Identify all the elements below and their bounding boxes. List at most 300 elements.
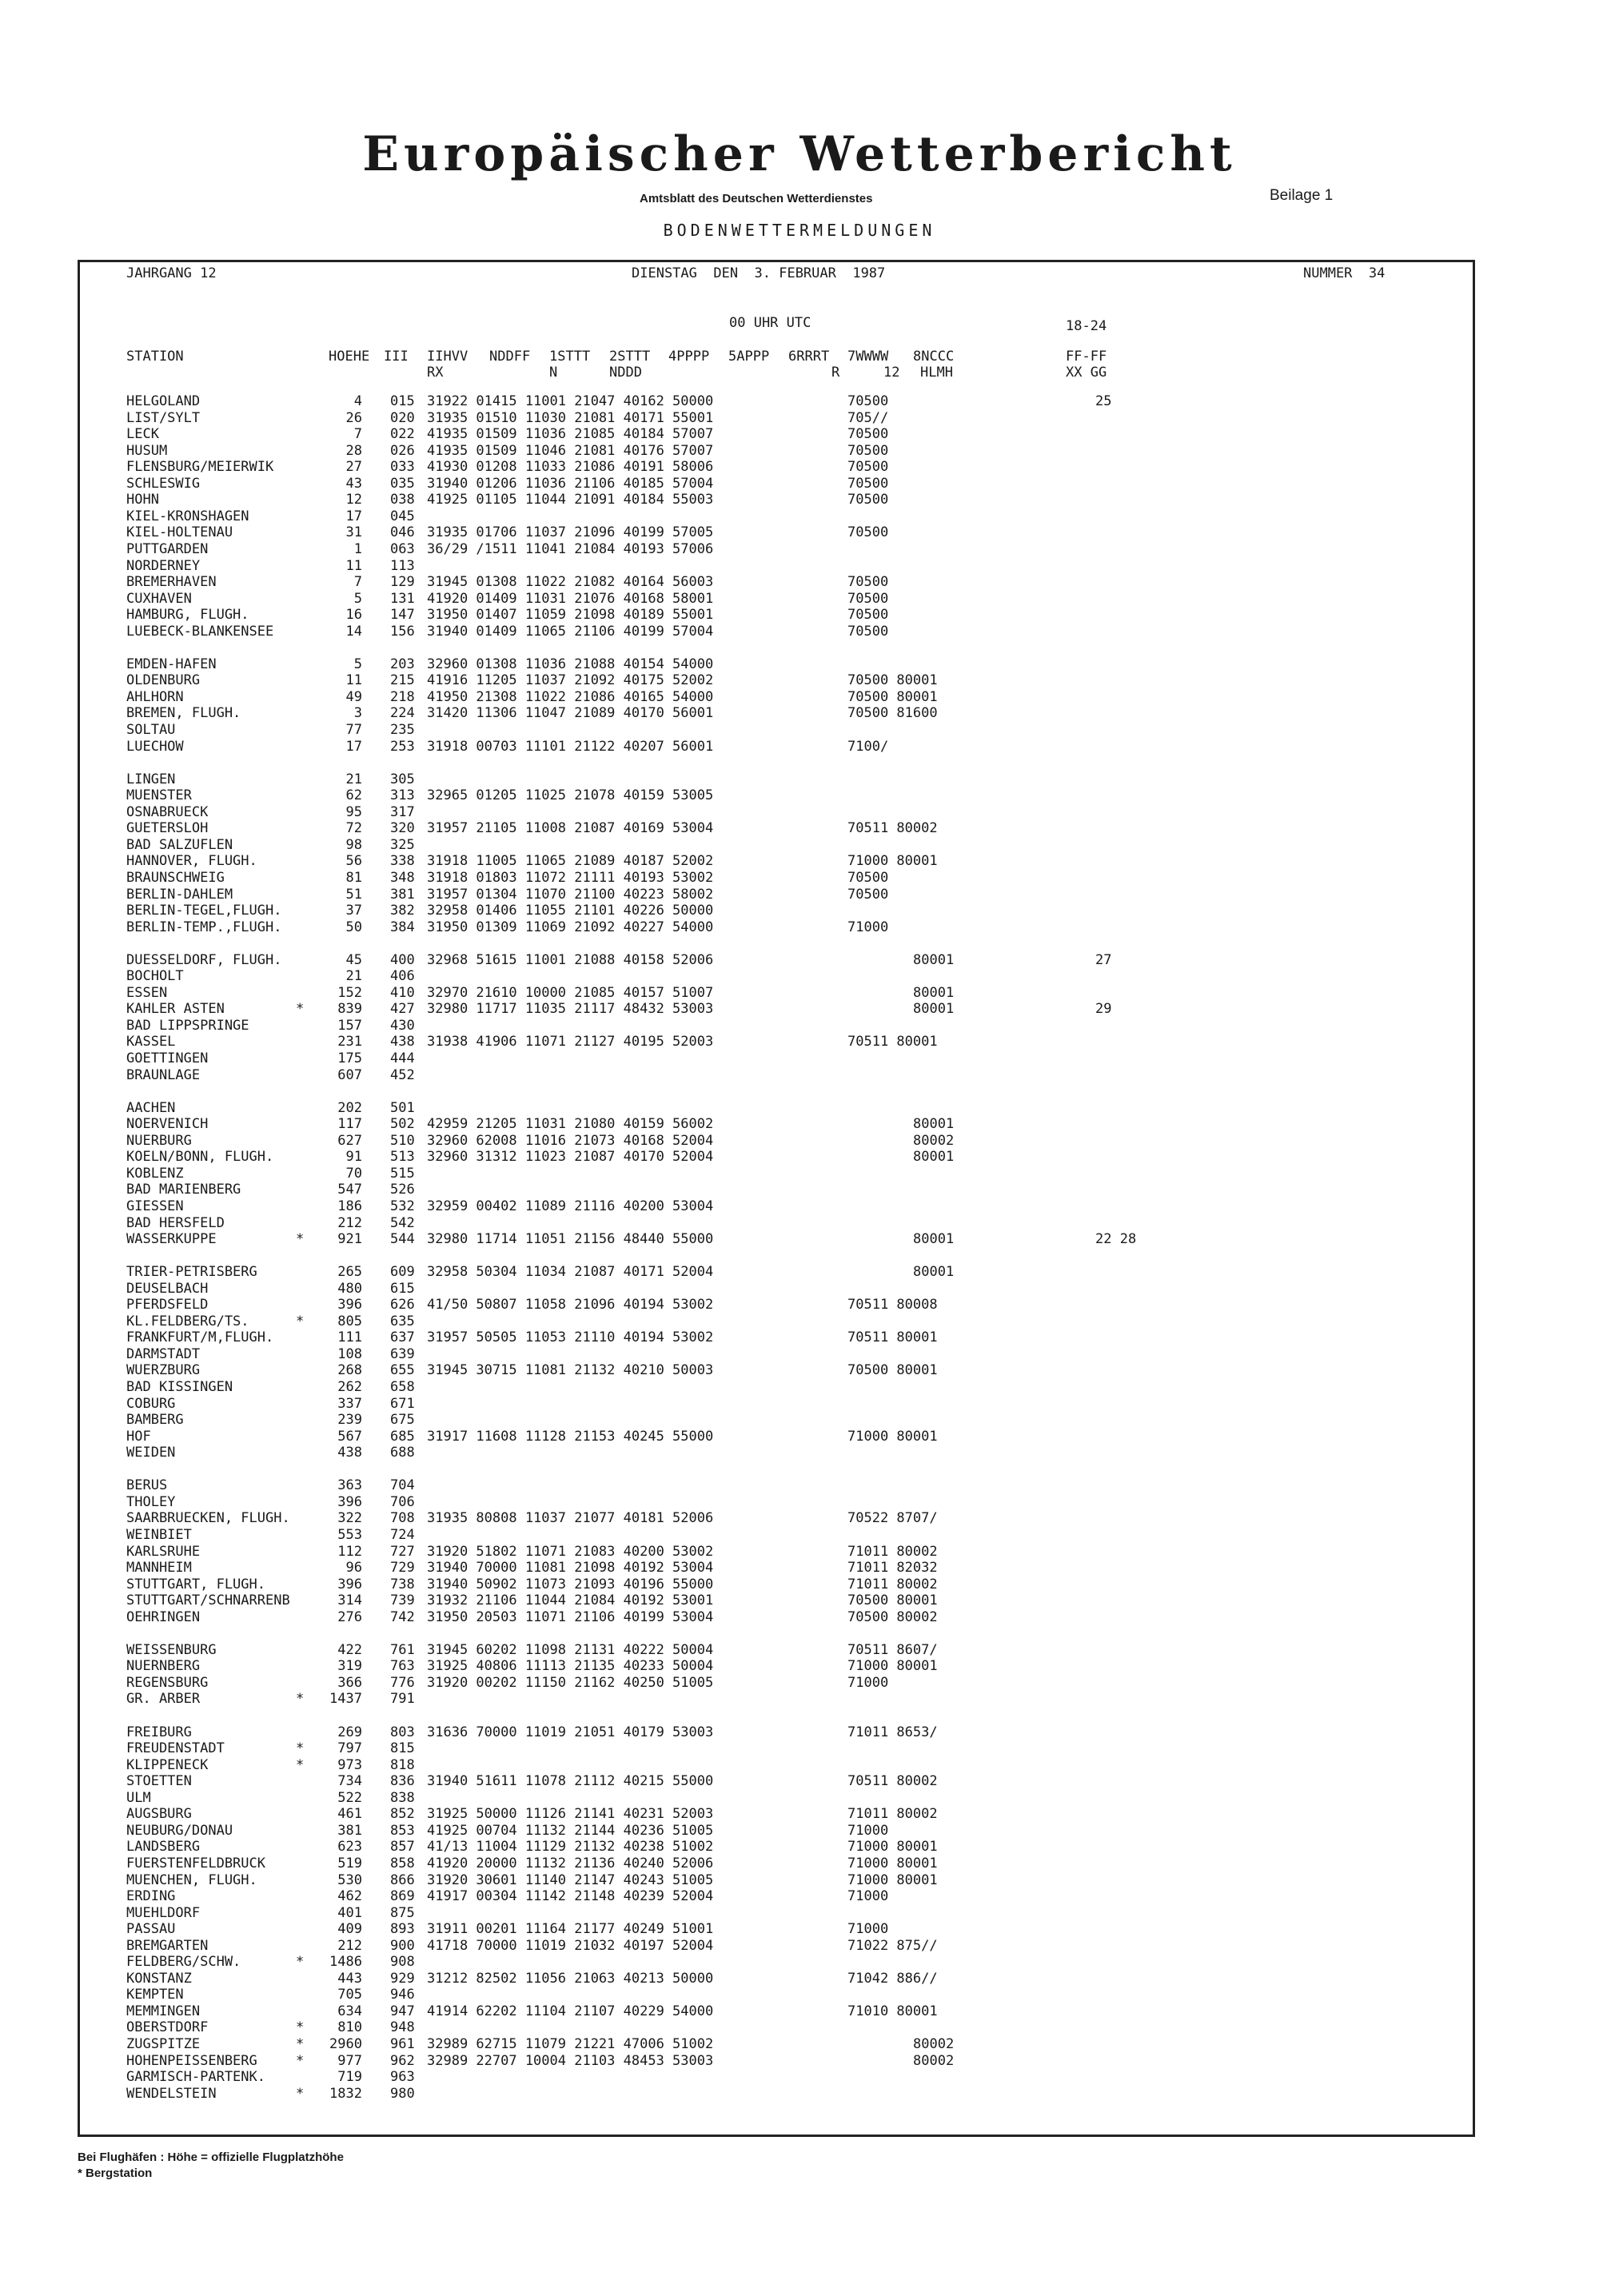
station-height: 231 [337, 1034, 362, 1050]
station-groups-extra: 70500 [847, 426, 889, 443]
station-groups: 31950 20503 11071 21106 40199 53004 [427, 1608, 714, 1625]
station-name: SAARBRUECKEN, FLUGH. [126, 1510, 290, 1527]
station-height: 262 [337, 1379, 362, 1395]
station-groups: 32989 22707 10004 21103 48453 53003 [427, 2052, 714, 2069]
station-height: 50 [345, 919, 362, 935]
station-groups: 31918 11005 11065 21089 40187 52002 [427, 853, 714, 870]
station-height: 26 [345, 409, 362, 426]
station-groups: 31920 30601 11140 21147 40243 51005 [427, 1871, 714, 1888]
station-groups-extra: 70500 [847, 524, 889, 541]
station-name: HOHN [126, 492, 159, 508]
station-groups-extra: 71042 886// [847, 1970, 938, 1987]
station-groups: 41950 21308 11022 21086 40165 54000 [427, 688, 714, 705]
station-height: 11 [345, 557, 362, 574]
station-groups: 31945 01308 11022 21082 40164 56003 [427, 574, 714, 591]
station-height: 734 [337, 1773, 362, 1790]
station-groups-extra: 70500 [847, 886, 889, 903]
station-groups-extra: 70500 80001 [847, 672, 938, 689]
station-name: OEHRINGEN [126, 1608, 201, 1625]
station-groups: 36/29 /1511 11041 21084 40193 57006 [427, 540, 714, 557]
mountain-marker: * [296, 1001, 305, 1018]
mountain-marker: * [296, 2052, 305, 2069]
station-name: FLENSBURG/MEIERWIK [126, 459, 274, 476]
column-nddff: NDDFF [489, 349, 531, 365]
station-name: KOELN/BONN, FLUGH. [126, 1149, 274, 1166]
station-groups-extra: 71000 [847, 919, 889, 935]
station-groups: 41916 11205 11037 21092 40175 52002 [427, 672, 714, 689]
station-height: 186 [337, 1198, 362, 1214]
station-height: 797 [337, 1740, 362, 1757]
mountain-marker: * [296, 1691, 305, 1708]
station-groups-extra: 70500 [847, 607, 889, 624]
station-groups-extra: 71011 80002 [847, 1806, 938, 1823]
station-name: BAD HERSFELD [126, 1214, 225, 1231]
station-groups-extra: 71000 80001 [847, 1428, 938, 1445]
station-groups-extra: 70500 81600 [847, 705, 938, 722]
station-groups-extra: 71000 [847, 1888, 889, 1905]
station-height: 396 [337, 1576, 362, 1592]
station-groups-extra: 71011 80002 [847, 1543, 938, 1560]
station-height: 1486 [329, 1954, 362, 1971]
station-height: 705 [337, 1987, 362, 2003]
station-height: 56 [345, 853, 362, 870]
station-height: 1832 [329, 2085, 362, 2102]
station-groups-extra: 80001 [913, 1264, 955, 1281]
station-height: 268 [337, 1362, 362, 1379]
station-name: AACHEN [126, 1099, 176, 1116]
station-name: BREMERHAVEN [126, 574, 217, 591]
station-groups-extra: 70500 80001 [847, 1362, 938, 1379]
station-height: 4 [353, 393, 362, 409]
station-height: 409 [337, 1921, 362, 1938]
station-groups: 41/50 50807 11058 21096 40194 53002 [427, 1297, 714, 1313]
station-groups: 32958 01406 11055 21101 40226 50000 [427, 903, 714, 919]
station-height: 98 [345, 836, 362, 853]
station-name: BERLIN-DAHLEM [126, 886, 233, 903]
column-6rrrt: 6RRRT [788, 349, 830, 365]
station-name: WEIDEN [126, 1445, 176, 1461]
station-name: GIESSEN [126, 1198, 184, 1214]
station-groups: 41935 01509 11036 21085 40184 57007 [427, 426, 714, 443]
station-groups: 32980 11714 11051 21156 48440 55000 [427, 1231, 714, 1248]
station-height: 363 [337, 1477, 362, 1494]
station-height: 401 [337, 1904, 362, 1921]
station-groups: 31918 00703 11101 21122 40207 56001 [427, 738, 714, 755]
station-groups-extra: 80002 [913, 2052, 955, 2069]
station-name: BREMEN, FLUGH. [126, 705, 241, 722]
station-height: 21 [345, 968, 362, 985]
jahrgang-label: JAHRGANG 12 [126, 265, 217, 281]
station-name: BERUS [126, 1477, 168, 1494]
station-groups-extra: 80001 [913, 1116, 955, 1133]
station-name: HANNOVER, FLUGH. [126, 853, 257, 870]
station-name: BERLIN-TEGEL,FLUGH. [126, 903, 282, 919]
station-groups: 31935 80808 11037 21077 40181 52006 [427, 1510, 714, 1527]
station-groups: 32960 31312 11023 21087 40170 52004 [427, 1149, 714, 1166]
station-height: 239 [337, 1412, 362, 1429]
mountain-marker: * [296, 2036, 305, 2052]
station-height: 462 [337, 1888, 362, 1905]
station-height: 396 [337, 1493, 362, 1510]
station-name: SOLTAU [126, 722, 176, 738]
station-name: STUTTGART, FLUGH. [126, 1576, 265, 1592]
station-height: 719 [337, 2069, 362, 2086]
station-groups: 31945 30715 11081 21132 40210 50003 [427, 1362, 714, 1379]
station-height: 111 [337, 1329, 362, 1346]
station-height: 16 [345, 607, 362, 624]
station-groups: 42959 21205 11031 21080 40159 56002 [427, 1116, 714, 1133]
station-name: HELGOLAND [126, 393, 201, 409]
station-groups-extra: 70500 [847, 590, 889, 607]
station-name: REGENSBURG [126, 1674, 209, 1691]
station-groups: 31940 50902 11073 21093 40196 55000 [427, 1576, 714, 1592]
station-groups: 41920 01409 11031 21076 40168 58001 [427, 590, 714, 607]
station-groups: 32959 00402 11089 21116 40200 53004 [427, 1198, 714, 1214]
station-height: 62 [345, 787, 362, 804]
period-label: 18-24 [1066, 318, 1107, 334]
station-name: HUSUM [126, 442, 168, 459]
station-name: KL.FELDBERG/TS. [126, 1313, 249, 1329]
station-groups: 32980 11717 11035 21117 48432 53003 [427, 1001, 714, 1018]
station-height: 461 [337, 1806, 362, 1823]
station-name: OBERSTDORF [126, 2019, 209, 2036]
station-name: NUERNBERG [126, 1658, 201, 1675]
column-hoehe: HOEHE [329, 349, 370, 365]
station-height: 5 [353, 656, 362, 672]
mountain-marker: * [296, 1231, 305, 1248]
station-height: 810 [337, 2019, 362, 2036]
station-name: KIEL-KRONSHAGEN [126, 508, 249, 524]
station-name: LUECHOW [126, 738, 184, 755]
station-height: 157 [337, 1017, 362, 1034]
station-name: MUENSTER [126, 787, 192, 804]
station-height: 21 [345, 771, 362, 787]
station-height: 547 [337, 1182, 362, 1198]
station-name: GUETERSLOH [126, 820, 209, 837]
time-label: 00 UHR UTC [729, 315, 811, 331]
station-groups: 31920 51802 11071 21083 40200 53002 [427, 1543, 714, 1560]
station-height: 77 [345, 722, 362, 738]
station-name: BAD MARIENBERG [126, 1182, 241, 1198]
column-ffff-sub: XX GG [1066, 365, 1107, 381]
station-height: 81 [345, 869, 362, 886]
station-groups-extra: 80001 [913, 951, 955, 968]
station-groups: 41920 20000 11132 21136 40240 52006 [427, 1855, 714, 1871]
column-1sttt: 1STTT [549, 349, 591, 365]
column-4pppp: 4PPPP [668, 349, 710, 365]
station-name: WASSERKUPPE [126, 1231, 217, 1248]
station-groups: 31950 01309 11069 21092 40227 54000 [427, 919, 714, 935]
station-name: KAHLER ASTEN [126, 1001, 225, 1018]
station-name: MUENCHEN, FLUGH. [126, 1871, 257, 1888]
station-height: 422 [337, 1641, 362, 1658]
station-height: 91 [345, 1149, 362, 1166]
station-wind-peak: 25 [1095, 393, 1112, 409]
station-wind-peak: 29 [1095, 1001, 1112, 1018]
station-groups: 31918 01803 11072 21111 40193 53002 [427, 869, 714, 886]
station-groups: 41930 01208 11033 21086 40191 58006 [427, 459, 714, 476]
station-name: FELDBERG/SCHW. [126, 1954, 241, 1971]
station-name: FRANKFURT/M,FLUGH. [126, 1329, 274, 1346]
station-groups: 31957 21105 11008 21087 40169 53004 [427, 820, 714, 837]
station-height: 49 [345, 688, 362, 705]
station-groups: 31212 82502 11056 21063 40213 50000 [427, 1970, 714, 1987]
station-groups-extra: 70511 80008 [847, 1297, 938, 1313]
station-height: 607 [337, 1066, 362, 1083]
station-groups-extra: 71011 80002 [847, 1576, 938, 1592]
station-height: 28 [345, 442, 362, 459]
station-groups-extra: 71000 80001 [847, 1855, 938, 1871]
station-height: 265 [337, 1264, 362, 1281]
station-height: 45 [345, 951, 362, 968]
station-groups: 31945 60202 11098 21131 40222 50004 [427, 1641, 714, 1658]
station-groups: 31935 01510 11030 21081 40171 55001 [427, 409, 714, 426]
station-groups-extra: 71010 80001 [847, 2003, 938, 2019]
column-2sttt: 2STTT [609, 349, 651, 365]
column-7wwww: 7WWWW [847, 349, 889, 365]
station-height: 1437 [329, 1691, 362, 1708]
station-groups: 31938 41906 11071 21127 40195 52003 [427, 1034, 714, 1050]
station-groups-extra: 70500 [847, 623, 889, 640]
station-name: COBURG [126, 1395, 176, 1412]
station-height: 14 [345, 623, 362, 640]
station-name: PUTTGARDEN [126, 540, 209, 557]
column-iii: III [384, 349, 409, 365]
station-name: ERDING [126, 1888, 176, 1905]
station-groups: 41925 00704 11132 21144 40236 51005 [427, 1822, 714, 1839]
station-name: GOETTINGEN [126, 1050, 209, 1066]
station-height: 43 [345, 475, 362, 492]
mountain-marker: * [296, 1756, 305, 1773]
station-groups-extra: 71000 80001 [847, 853, 938, 870]
station-name: GR. ARBER [126, 1691, 201, 1708]
column-2sttt-sub: NDDD [609, 365, 642, 381]
station-height: 70 [345, 1165, 362, 1182]
date-label: DIENSTAG DEN 3. FEBRUAR 1987 [632, 265, 886, 281]
station-name: AHLHORN [126, 688, 184, 705]
station-groups-extra: 70500 80001 [847, 1592, 938, 1609]
station-groups-extra: 70511 8607/ [847, 1641, 938, 1658]
station-height: 175 [337, 1050, 362, 1066]
beilage-label: Beilage 1 [1270, 187, 1334, 204]
station-height: 269 [337, 1724, 362, 1740]
station-height: 3 [353, 705, 362, 722]
station-height: 921 [337, 1231, 362, 1248]
station-height: 212 [337, 1937, 362, 1954]
station-height: 96 [345, 1560, 362, 1577]
station-groups: 31920 00202 11150 21162 40250 51005 [427, 1674, 714, 1691]
station-height: 381 [337, 1822, 362, 1839]
footnote-mountain: * Bergstation [78, 2166, 153, 2180]
station-groups-extra: 71000 [847, 1822, 889, 1839]
station-name: ULM [126, 1789, 151, 1806]
station-name: MUEHLDORF [126, 1904, 201, 1921]
station-name: PFERDSFELD [126, 1297, 209, 1313]
station-groups-extra: 71000 [847, 1921, 889, 1938]
station-groups: 31940 51611 11078 21112 40215 55000 [427, 1773, 714, 1790]
station-groups-extra: 70500 80001 [847, 688, 938, 705]
station-name: GARMISCH-PARTENK. [126, 2069, 265, 2086]
station-name: KIEL-HOLTENAU [126, 524, 233, 541]
station-name: WEINBIET [126, 1526, 192, 1543]
station-name: DARMSTADT [126, 1345, 201, 1362]
station-name: SCHLESWIG [126, 475, 201, 492]
station-name: OSNABRUECK [126, 803, 209, 820]
station-height: 337 [337, 1395, 362, 1412]
station-height: 480 [337, 1280, 362, 1297]
station-name: BAD LIPPSPRINGE [126, 1017, 249, 1034]
station-groups-extra: 70511 80002 [847, 820, 938, 837]
station-height: 2960 [329, 2036, 362, 2052]
station-height: 112 [337, 1543, 362, 1560]
station-name: TRIER-PETRISBERG [126, 1264, 257, 1281]
mountain-marker: * [296, 1954, 305, 1971]
station-groups: 41917 00304 11142 21148 40239 52004 [427, 1888, 714, 1905]
station-groups-extra: 70500 [847, 492, 889, 508]
station-height: 108 [337, 1345, 362, 1362]
station-name: WENDELSTEIN [126, 2085, 217, 2102]
station-groups-extra: 70511 80001 [847, 1034, 938, 1050]
station-name: NEUBURG/DONAU [126, 1822, 233, 1839]
station-name: DEUSELBACH [126, 1280, 209, 1297]
station-name: FREUDENSTADT [126, 1740, 225, 1757]
station-height: 17 [345, 738, 362, 755]
station-groups-extra: 71000 [847, 1674, 889, 1691]
column-8nccc-sub: HLMH [920, 365, 953, 381]
station-groups-extra: 71022 875// [847, 1937, 938, 1954]
station-groups-extra: 705// [847, 409, 889, 426]
report-table-frame: JAHRGANG 12 DIENSTAG DEN 3. FEBRUAR 1987 NUMMER 34 00 UHR UTC 18-24 STATION HOEHE III IIHVV RX NDDFF 1STTT N 2STTT NDDD 4PPPP 5APPP 6RRRT R 7WWWW 12 8NCCC HLMH FF-FF XX GG HELGOLAND 4 015 31922 01415 11001 21047 40162 50000 70500 25 LIST/SYLT 26 020 31935 01510 11030 21081 40171 55001 705// LECK 7 022 41935 01509 11036 21085 40184 57007 70500 HUSUM 28 026 41935 01509 11046 21081 40176 57007 70500 FLENSBURG/MEIERWIK 27 033 41930 01208 11033 21086 40191 58006 70500 SCHLESWIG 43 035 31940 01206 11036 21106 40185 57004 70500 HOHN 12 038 41925 01105 11044 21091 40184 55003 70500 KIEL-KRONSHAGEN 17 045 KIEL-HOLTENAU 31 046 31935 01706 11037 21096 40199 57005 70500 PUTTGARDEN 1 063 36/29 /1511 11041 21084 40193 57006 NORDERNEY 11 113 BREMERHAVEN 7 129 31945 01308 11022 21082 40164 56003 70500 CUXHAVEN 5 131 41920 01409 11031 21076 40168 58001 70500 HAMBURG, FLUGH. 16 147 31950 01407 11059 21098 40189 55001 70500 LUEBECK-BLANKENSEE 14 156 31940 01409 11065 21106 40199 57004 70500 EMDEN-HAFEN 5 203 32960 01308 11036 21088 40154 54000 OLDENBURG 11 215 41916 11205 11037 21092 40175 52002 70500 80001 AHLHORN 49 218 41950 21308 11022 21086 40165 54000 70500 80001 BREMEN, FLUGH. 3 224 31420 11306 11047 21089 40170 56001 70500 81600 SOLTAU 77 235 LUECHOW 17 253 31918 00703 11101 21122 40207 56001 7100/ LINGEN 21 305 MUENSTER 62 313 32965 01205 11025 21078 40159 53005 OSNABRUECK 95 317 GUETERSLOH 72 320 31957 21105 11008 21087 40169 53004 70511 80002 BAD SALZUFLEN 98 325 HANNOVER, FLUGH. 56 338 31918 11005 11065 21089 40187 52002 71000 80001 BRAUNSCHWEIG 81 348 31918 01803 11072 21111 40193 53002 70500 BERLIN-DAHLEM 51 381 31957 01304 11070 21100 40223 58002 70500 BERLIN-TEGEL,FLUGH. 37 382 32958 01406 11055 21101 40226 50000 BERLIN-TEMP.,FLUGH. 50 384 31950 01309 11069 21092 40227 54000 71000 DUESSELDORF, FLUGH. 45 400 32968 51615 11001 21088 40158 52006 80001 27 BOCHOLT 21 406 ESSEN 152 410 32970 21610 10000 21085 40157 51007 80001 KAHLER ASTEN * 839 427 32980 11717 11035 21117 48432 53003 80001 29 BAD LIPPSPRINGE 157 430 KASSEL 231 438 31938 41906 11071 21127 40195 52003 70511 80001 GOETTINGEN 175 444 BRAUNLAGE 607 452 AACHEN 202 501 NOERVENICH 117 502 42959 21205 11031 21080 40159 56002 80001 NUERBURG 627 510 32960 62008 11016 21073 40168 52004 80002 KOELN/BONN, FLUGH. 91 513 32960 31312 11023 21087 40170 52004 80001 KOBLENZ 70 515 BAD MARIENBERG 547 526 GIESSEN 186 532 32959 00402 11089 21116 40200 53004 BAD HERSFELD 212 542 WASSERKUPPE * 921 544 32980 11714 11051 21156 48440 55000 80001 22 28 TRIER-PETRISBERG 265 609 32958 50304 11034 21087 40171 52004 80001 DEUSELBACH 480 615 PFERDSFELD 396 626 41/50 50807 11058 21096 40194 53002 70511 80008 KL.FELDBERG/TS. * 805 635 FRANKFURT/M,FLUGH. 111 637 31957 50505 11053 21110 40194 53002 70511 80001 DARMSTADT 108 639 WUERZBURG 268 655 31945 30715 11081 21132 40210 50003 70500 80001 BAD KISSINGEN 262 658 COBURG 337 671 BAMBERG 239 675 HOF 567 685 31917 11608 11128 21153 40245 55000 71000 80001 WEIDEN 438 688 BERUS 363 704 THOLEY 396 706 SAARBRUECKEN, FLUGH. 322 708 31935 80808 11037 21077 40181 52006 70522 8707/ WEINBIET 553 724 KARLSRUHE 112 727 31920 51802 11071 21083 40200 53002 71011 80002 MANNHEIM 96 729 31940 70000 11081 21098 40192 53004 71011 82032 STUTTGART, FLUGH. 396 738 31940 50902 11073 21093 40196 55000 71011 80002 STUTTGART/SCHNARRENB 314 739 31932 21106 11044 21084 40192 53001 70500 80001 OEHRINGEN 276 742 31950 20503 11071 21106 40199 53004 70500 80002 WEISSENBURG 422 761 31945 60202 11098 21131 40222 50004 70511 8607/ NUERNBERG 319 763 31925 40806 11113 21135 40233 50004 71000 80001 REGENSBURG 366 776 31920 00202 11150 21162 40250 51005 71000 GR. ARBER * 1437 791 FREIBURG 269 803 31636 70000 11019 21051 40179 53003 71011 8653/ FREUDENSTADT * 797 815 KLIPPENECK * 973 818 STOETTEN 734 836 31940 51611 11078 21112 40215 55000 70511 80002 ULM 522 838 AUGSBURG 461 852 31925 50000 11126 21141 40231 52003 71011 80002 NEUBURG/DONAU 381 853 41925 00704 11132 21144 40236 51005 71000 LANDSBERG 623 857 41/13 11004 11129 21132 40238 51002 71000 80001 FUERSTENFELDBRUCK 519 858 41920 20000 11132 21136 40240 52006 71000 80001 MUENCHEN, FLUGH. 530 866 31920 30601 11140 21147 40243 51005 71000 80001 ERDING 462 869 41917 00304 11142 21148 40239 52004 71000 MUEHLDORF 401 875 PASSAU 409 893 31911 00201 11164 21177 40249 51001 71000 BREMGARTEN 212 900 41718 70000 11019 21032 40197 52004 71022 875// FELDBERG/SCHW. * 1486 908 KONSTANZ 443 929 31212 82502 11056 21063 40213 50000 71042 886// KEMPTEN 705 946 MEMMINGEN 634 947 41914 62202 11104 21107 40229 54000 71010 80001 OBERSTDORF * 810 948 ZUGSPITZE * 2960 961 32989 62715 11079 21221 47006 51002 80002 HOHENPEISSENBERG * 977 962 32989 22707 10004 21103 48453 53003 80002 GARMISCH-PARTENK. 719 963 WENDELSTEIN * 1832 980 [78, 260, 1475, 2137]
nummer-label: NUMMER 34 [1303, 265, 1386, 281]
publisher-subtitle: Amtsblatt des Deutschen Wetterdienstes [640, 192, 873, 205]
station-groups-extra: 7100/ [847, 738, 889, 755]
station-groups-extra: 71000 80001 [847, 1871, 938, 1888]
station-groups-extra: 80002 [913, 2036, 955, 2052]
station-name: ESSEN [126, 984, 168, 1001]
station-height: 973 [337, 1756, 362, 1773]
station-groups-extra: 70500 [847, 574, 889, 591]
station-height: 438 [337, 1445, 362, 1461]
station-name: BAD SALZUFLEN [126, 836, 233, 853]
station-height: 72 [345, 820, 362, 837]
station-groups-extra: 70500 [847, 442, 889, 459]
station-name: BOCHOLT [126, 968, 184, 985]
station-name: FREIBURG [126, 1724, 192, 1740]
station-height: 95 [345, 803, 362, 820]
station-groups-extra: 80001 [913, 1149, 955, 1166]
column-8nccc: 8NCCC [913, 349, 955, 365]
station-name: THOLEY [126, 1493, 176, 1510]
station-groups: 41935 01509 11046 21081 40176 57007 [427, 442, 714, 459]
station-height: 11 [345, 672, 362, 689]
station-name: BREMGARTEN [126, 1937, 209, 1954]
station-groups-extra: 80001 [913, 1231, 955, 1248]
station-name: EMDEN-HAFEN [126, 656, 217, 672]
station-height: 443 [337, 1970, 362, 1987]
station-name: MANNHEIM [126, 1560, 192, 1577]
station-name: WEISSENBURG [126, 1641, 217, 1658]
station-height: 319 [337, 1658, 362, 1675]
station-height: 212 [337, 1214, 362, 1231]
station-groups-extra: 70511 80002 [847, 1773, 938, 1790]
station-name: STOETTEN [126, 1773, 192, 1790]
station-groups: 41/13 11004 11129 21132 40238 51002 [427, 1839, 714, 1856]
station-groups: 32989 62715 11079 21221 47006 51002 [427, 2036, 714, 2052]
station-groups-extra: 70511 80001 [847, 1329, 938, 1346]
station-groups: 31935 01706 11037 21096 40199 57005 [427, 524, 714, 541]
station-name: STUTTGART/SCHNARRENB [126, 1592, 290, 1609]
station-name: KOBLENZ [126, 1165, 184, 1182]
station-groups: 32965 01205 11025 21078 40159 53005 [427, 787, 714, 804]
station-height: 627 [337, 1132, 362, 1149]
station-name: NUERBURG [126, 1132, 192, 1149]
station-groups-extra: 80002 [913, 1132, 955, 1149]
station-name: OLDENBURG [126, 672, 201, 689]
station-height: 553 [337, 1526, 362, 1543]
station-name: KEMPTEN [126, 1987, 184, 2003]
station-height: 31 [345, 524, 362, 541]
station-groups: 31950 01407 11059 21098 40189 55001 [427, 607, 714, 624]
station-groups: 32968 51615 11001 21088 40158 52006 [427, 951, 714, 968]
column-5appp: 5APPP [728, 349, 770, 365]
station-height: 519 [337, 1855, 362, 1871]
station-groups-extra: 70500 80002 [847, 1608, 938, 1625]
station-groups-extra: 70500 [847, 475, 889, 492]
column-ihvv: IIHVV [427, 349, 469, 365]
station-name: LINGEN [126, 771, 176, 787]
station-height: 366 [337, 1674, 362, 1691]
station-groups: 31932 21106 11044 21084 40192 53001 [427, 1592, 714, 1609]
station-groups-extra: 80001 [913, 1001, 955, 1018]
mountain-marker: * [296, 2085, 305, 2102]
station-name: HAMBURG, FLUGH. [126, 607, 249, 624]
station-groups: 31917 11608 11128 21153 40245 55000 [427, 1428, 714, 1445]
station-height: 805 [337, 1313, 362, 1329]
station-name: LUEBECK-BLANKENSEE [126, 623, 274, 640]
station-name: BAD KISSINGEN [126, 1379, 233, 1395]
mountain-marker: * [296, 1740, 305, 1757]
station-groups: 32970 21610 10000 21085 40157 51007 [427, 984, 714, 1001]
station-wind-peak: 27 [1095, 951, 1112, 968]
station-groups: 31957 50505 11053 21110 40194 53002 [427, 1329, 714, 1346]
station-name: HOHENPEISSENBERG [126, 2052, 257, 2069]
station-height: 27 [345, 459, 362, 476]
station-height: 530 [337, 1871, 362, 1888]
station-height: 17 [345, 508, 362, 524]
station-groups-extra: 80001 [913, 984, 955, 1001]
page-title: Europäischer Wetterbericht [362, 126, 1237, 182]
station-groups: 32960 62008 11016 21073 40168 52004 [427, 1132, 714, 1149]
station-height: 7 [353, 574, 362, 591]
station-height: 37 [345, 903, 362, 919]
station-name: CUXHAVEN [126, 590, 192, 607]
station-name: PASSAU [126, 1921, 176, 1938]
mountain-marker: * [296, 1313, 305, 1329]
station-name: LANDSBERG [126, 1839, 201, 1856]
station-height: 977 [337, 2052, 362, 2069]
station-name: BRAUNSCHWEIG [126, 869, 225, 886]
station-groups: 31940 70000 11081 21098 40192 53004 [427, 1560, 714, 1577]
column-1sttt-sub: N [549, 365, 558, 381]
station-wind-peak: 22 28 [1095, 1231, 1137, 1248]
station-name: BAMBERG [126, 1412, 184, 1429]
station-groups: 32958 50304 11034 21087 40171 52004 [427, 1264, 714, 1281]
column-6rrrt-sub: R [831, 365, 840, 381]
section-title: BODENWETTERMELDUNGEN [663, 221, 936, 240]
mountain-marker: * [296, 2019, 305, 2036]
station-height: 623 [337, 1839, 362, 1856]
station-groups-extra: 70500 [847, 459, 889, 476]
